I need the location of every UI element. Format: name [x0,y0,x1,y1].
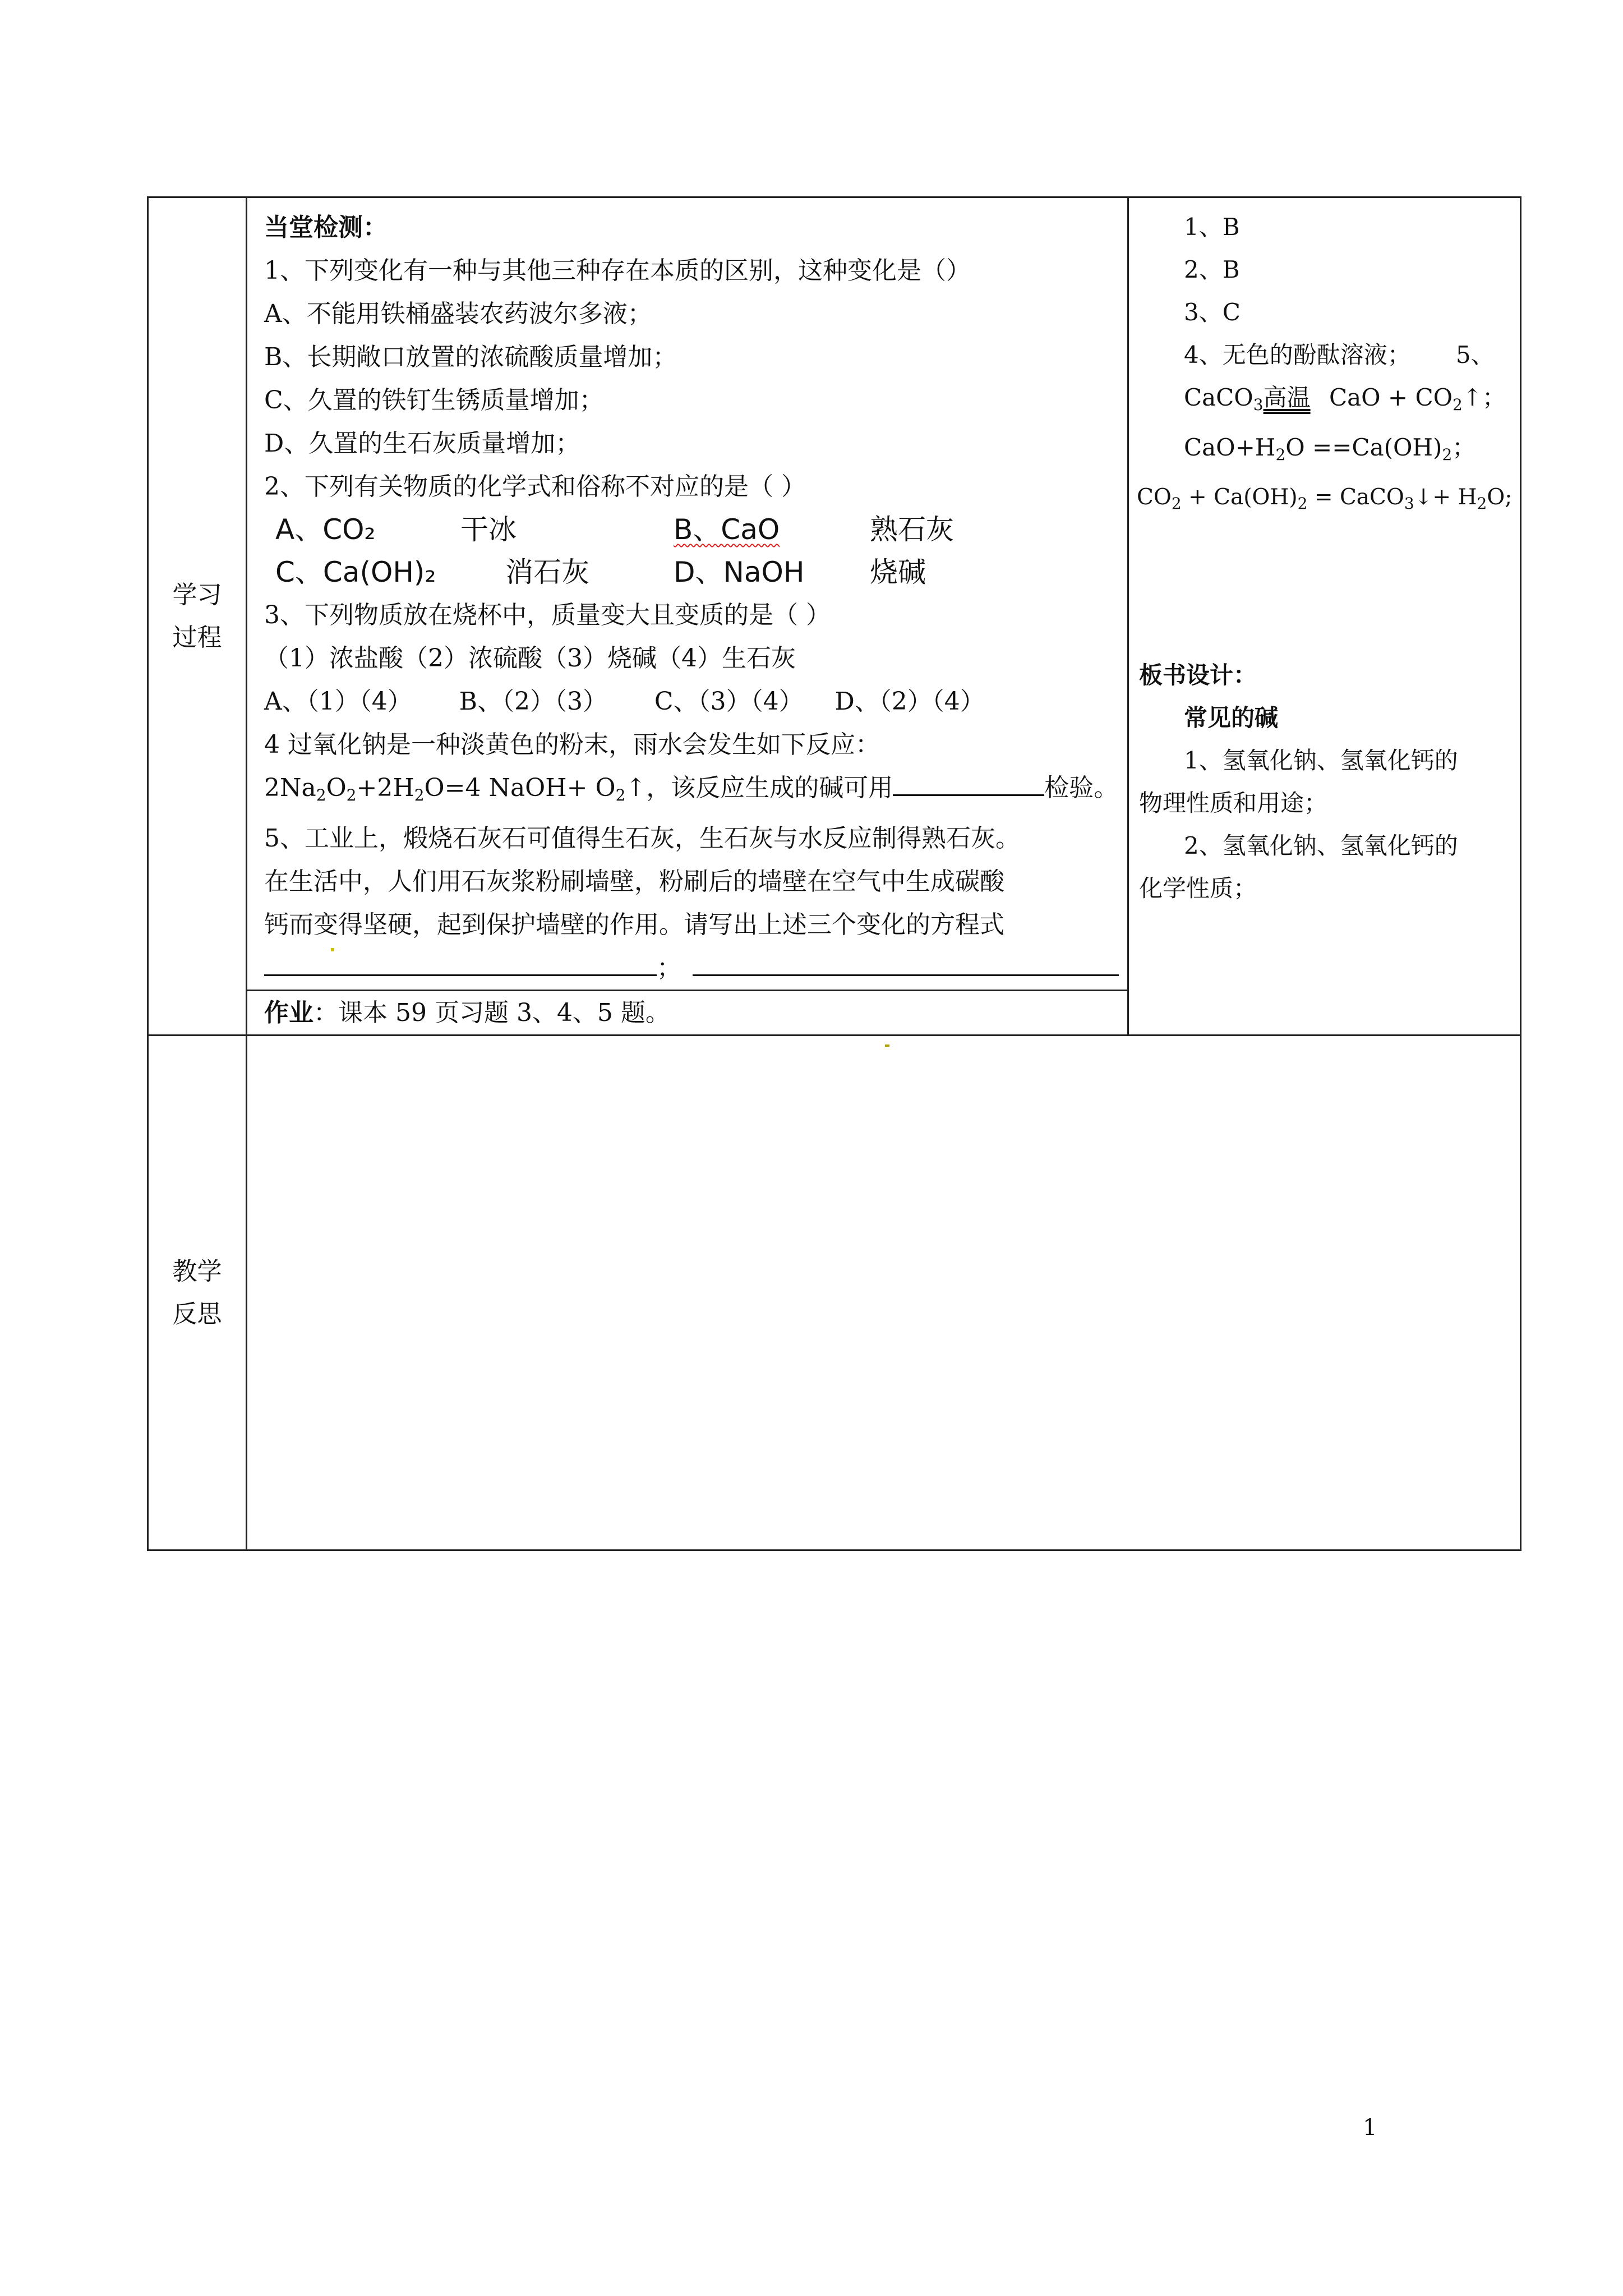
eq-sub: 3 [1253,395,1264,414]
eq-sub: 2 [1453,395,1463,414]
question-1-option-a: A、不能用铁桶盛装农药波尔多液； [264,300,652,328]
q5-separator: ； [657,954,681,982]
stray-mark [885,1045,889,1047]
row-label-text: 教学 反思 [172,1257,222,1328]
row-label-text: 学习 过程 [172,580,222,652]
q2-option-c-name: 消石灰 [505,556,589,588]
q4-answer-blank[interactable] [893,794,1044,796]
answer-2: 2、B [1184,256,1240,283]
q2-option-d [674,551,870,593]
question-3-items: （1）浓盐酸（2）浓硫酸（3）烧碱（4）生石灰 [264,644,796,673]
row-label-learning-process [148,197,247,1036]
question-2: 2、下列有关物质的化学式和俗称不对应的是（ ） [264,472,806,501]
eq-part: O; [1487,485,1513,510]
question-4: 4 过氧化钠是一种淡黄色的粉末，雨水会发生如下反应： [264,730,880,759]
lesson-table [147,196,1521,1551]
q2-option-a-name: 干冰 [460,513,517,546]
question-1: 1、下列变化有一种与其他三种存在本质的区别，这种变化是（） [264,256,971,285]
row-label-teaching-reflection [148,1036,247,1550]
answer-5-equation-2 [1139,426,1514,476]
eq-part: O [326,774,347,802]
answer-5-equation-1 [1139,376,1514,426]
eq-sub: 2 [1275,445,1286,464]
page-number: 1 [1363,2115,1377,2141]
homework-label: 作业 [264,999,313,1027]
eq-part: = CaCO [1307,485,1404,510]
question-5-line-3: 钙而变得坚硬，起到保护墙壁的作用。请写出上述三个变化的方程式 [264,910,1004,939]
q5-answer-blank-2[interactable] [693,952,1119,976]
q2-option-b-name: 熟石灰 [870,513,954,546]
eq-part: 2Na [264,774,316,802]
question-3: 3、下列物质放在烧杯中，质量变大且变质的是（ ） [264,601,831,629]
eq-part: 检验。 [1044,774,1119,802]
board-design-subtitle: 常见的碱 [1184,704,1279,731]
eq-part: ； [1452,434,1476,461]
board-item-1-cont: 物理性质和用途； [1139,789,1328,817]
check-title: 当堂检测： [264,213,388,242]
eq-part: +2H [356,774,414,802]
question-1-option-d: D、久置的生石灰质量增加； [264,429,580,458]
eq-part: CaO + CO [1321,384,1453,411]
answer-and-board-cell [1128,197,1521,1036]
eq-part: + Ca(OH) [1181,485,1298,510]
q2-option-a: A、CO₂ [275,513,376,546]
eq-sub: 2 [1171,494,1182,513]
question-2-options-row-2 [264,551,1117,593]
eq-part: ↓+ H [1414,485,1477,510]
exercise-cell [247,197,1128,1036]
reflection-cell[interactable] [247,1036,1521,1550]
answer-3: 3、C [1184,298,1241,326]
question-5-line-1: 5、工业上，煅烧石灰石可值得生石灰，生石灰与水反应制得熟石灰。 [264,824,1020,853]
q2-option-b-formula: B、CaO [674,513,780,546]
question-4-equation [264,766,1117,817]
q2-option-d-formula: D、NaOH [674,556,805,588]
reaction-condition: 高温 [1263,384,1311,411]
homework-line [247,990,1127,1034]
eq-sub: 2 [615,786,626,804]
eq-part: CaCO [1184,384,1253,411]
question-3-options: A、（1）（4） B、（2）（3） C、（3）（4） D、（2）（4） [264,687,985,716]
answer-4: 4、无色的酚酞溶液； 5、 [1184,341,1495,369]
eq-part: O=4 NaOH+ O [424,774,616,802]
eq-sub: 2 [1442,445,1453,464]
eq-sub: 2 [1297,494,1308,513]
q2-option-d-name: 烧碱 [870,556,926,588]
stray-mark [331,948,334,951]
eq-sub: 2 [346,786,357,804]
board-design-title: 板书设计： [1139,661,1257,689]
q5-answer-blank-1[interactable] [264,952,657,976]
eq-part: ↑； [1462,384,1506,411]
question-2-options-row-1 [264,508,1117,551]
question-5-line-2: 在生活中，人们用石灰浆粉刷墙壁，粉刷后的墙壁在空气中生成碳酸 [264,867,1004,896]
eq-part: CaO+H [1184,434,1276,461]
board-item-2: 2、氢氧化钠、氢氧化钙的 [1184,832,1458,859]
eq-part: O ==Ca(OH) [1285,434,1442,461]
answer-5-equation-3 [1137,476,1514,525]
eq-sub: 3 [1404,494,1414,513]
q2-option-b [674,508,870,551]
eq-sub: 2 [414,786,425,804]
answer-1: 1、B [1184,213,1240,241]
eq-sub: 2 [316,786,326,804]
eq-part: CO [1137,485,1172,510]
eq-sub: 2 [1477,494,1487,513]
question-5-blanks [264,946,1117,990]
eq-part: ↑，该反应生成的碱可用 [625,774,893,802]
q2-option-c: C、Ca(OH)₂ [275,556,436,588]
board-item-2-cont: 化学性质； [1139,875,1257,902]
board-item-1: 1、氢氧化钠、氢氧化钙的 [1184,747,1458,774]
homework-text: ：课本 59 页习题 3、4、5 题。 [313,999,670,1027]
question-1-option-c: C、久置的铁钉生锈质量增加； [264,386,604,415]
question-1-option-b: B、长期敞口放置的浓硫酸质量增加； [264,343,677,371]
